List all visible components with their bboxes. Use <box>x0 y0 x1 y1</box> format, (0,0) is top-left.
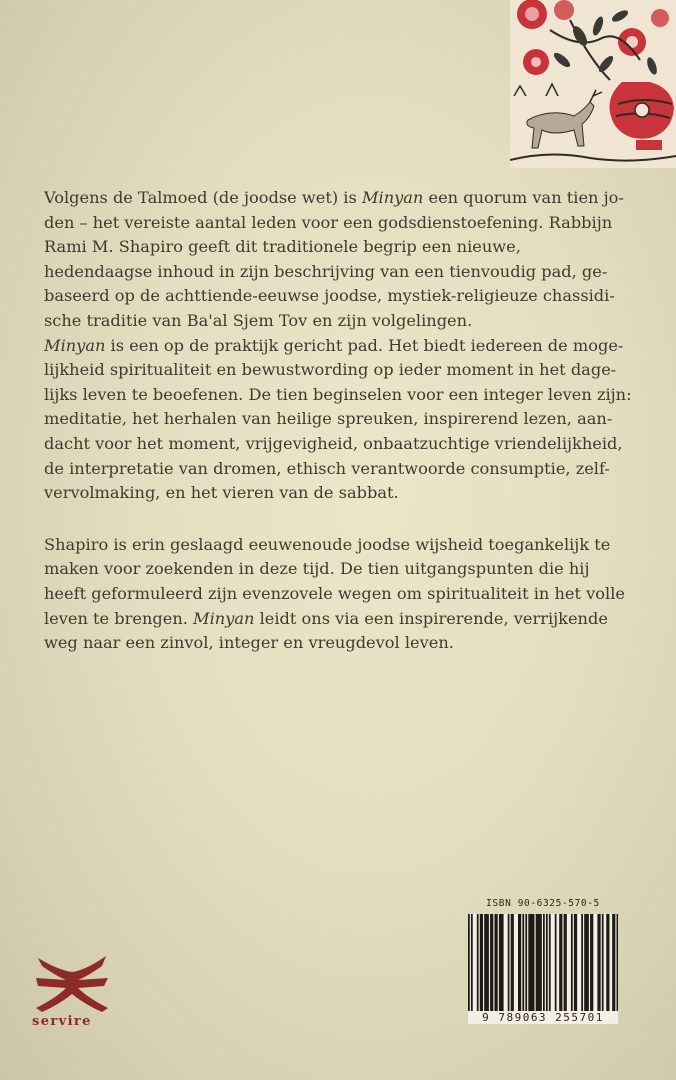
barcode-bar <box>512 914 514 1011</box>
paragraph <box>44 533 634 656</box>
barcode-bar <box>508 914 510 1011</box>
paragraph <box>44 186 634 506</box>
text-line <box>44 557 634 582</box>
barcode-bar <box>522 914 524 1011</box>
text-run: is een op de praktijk gericht pad. Het biedt iedereen de moge- <box>105 335 624 355</box>
barcode-bar <box>571 914 573 1011</box>
barcode-bar <box>608 914 610 1011</box>
text-run: Shapiro is erin geslaagd eeuwenoude joodse wijsheid toegankelijk te <box>44 534 611 554</box>
barcode-bar <box>525 914 527 1011</box>
text-line <box>44 284 634 309</box>
barcode-bar <box>468 914 470 1011</box>
barcode-bar <box>492 914 494 1011</box>
barcode-bar <box>575 914 577 1011</box>
isbn-barcode <box>468 898 618 1028</box>
text-run: meditatie, het herhalen van heilige spreuken, inspirerend lezen, aan- <box>44 409 613 429</box>
text-run: sche traditie van Ba'al Sjem Tov en zijn volgelingen. <box>44 310 473 330</box>
text-run: hedendaagse inhoud in zijn beschrijving van een tienvoudig pad, ge- <box>44 261 608 281</box>
text-line <box>44 309 634 334</box>
text-run: een quorum van tien jo- <box>423 188 624 207</box>
isbn-label: ISBN 90-6325-570-5 <box>486 898 600 909</box>
barcode-bar <box>602 914 604 1011</box>
text-line <box>44 582 634 607</box>
barcode-bar <box>543 914 545 1011</box>
ean-number: 9 789063 255701 <box>468 1011 618 1024</box>
barcode-bar <box>581 914 583 1011</box>
text-line <box>44 383 634 408</box>
barcode-bar <box>565 914 567 1011</box>
text-line <box>44 457 634 482</box>
text-line <box>44 235 634 260</box>
barcode-bar <box>561 914 563 1011</box>
text-run: Volgens de Talmoed (de joodse wet) is <box>44 188 362 207</box>
barcode-bar <box>481 914 483 1011</box>
barcode-bars <box>468 914 618 1011</box>
book-title-italic: Minyan <box>193 608 255 628</box>
text-run: lijkheid spiritualiteit en bewustwording op ieder moment in het dage- <box>44 360 617 380</box>
text-run: dacht voor het moment, vrijgevigheid, onbaatzuchtige vriendelijkheid, <box>44 433 623 453</box>
text-run: lijks leven te beoefenen. De tien beginselen voor een integer leven zijn: <box>44 384 632 404</box>
barcode-bar <box>502 914 504 1011</box>
text-line <box>44 407 634 432</box>
text-run: maken voor zoekenden in deze tijd. De tien uitgangspunten die hij <box>44 559 590 579</box>
back-cover-blurb <box>44 186 634 656</box>
barcode-bar <box>549 914 551 1011</box>
text-run: den – het vereiste aantal leden voor een godsdienstoefening. Rabbijn <box>44 212 613 232</box>
publisher-name: servire <box>32 1014 92 1029</box>
text-line <box>44 358 634 383</box>
barcode-bar <box>592 914 594 1011</box>
text-line <box>44 533 634 558</box>
text-run: baseerd op de achttiende-eeuwse joodse, mystiek-religieuze chassidi- <box>44 286 615 306</box>
text-run: heeft geformuleerd zijn evenzovele wegen om spiritualiteit in het volle <box>44 583 625 603</box>
barcode-bar <box>555 914 557 1011</box>
text-run: vervolmaking, en het vieren van de sabbat. <box>44 483 399 503</box>
barcode-bar <box>614 914 616 1011</box>
barcode-bar <box>471 914 473 1011</box>
text-line <box>44 481 634 506</box>
book-title-italic: Minyan <box>44 335 106 355</box>
text-line <box>44 607 634 632</box>
text-run: leidt ons via een inspirerende, verrijkende <box>254 608 608 628</box>
barcode-bar <box>617 914 618 1011</box>
barcode-bar <box>496 914 498 1011</box>
barcode-bar <box>587 914 589 1011</box>
barcode-bar <box>540 914 542 1011</box>
folk-art-illustration <box>510 0 676 168</box>
book-title-italic: Minyan <box>361 188 424 207</box>
text-run: weg naar een zinvol, integer en vreugdevol leven. <box>44 633 454 653</box>
barcode-bar <box>533 914 535 1011</box>
text-line <box>44 260 634 285</box>
text-run: de interpretatie van dromen, ethisch verantwoorde consumptie, zelf- <box>44 458 610 478</box>
barcode-bar <box>599 914 601 1011</box>
text-line <box>44 211 634 236</box>
paragraph-gap <box>44 506 634 533</box>
barcode-bar <box>519 914 521 1011</box>
barcode-bar <box>546 914 548 1011</box>
text-line <box>44 631 634 656</box>
text-line <box>44 432 634 457</box>
text-run: Rami M. Shapiro geeft dit traditionele begrip een nieuwe, <box>44 237 521 257</box>
text-line <box>44 334 634 359</box>
text-run: leven te brengen. <box>44 608 194 628</box>
barcode-bar <box>477 914 479 1011</box>
barcode-bar <box>487 914 489 1011</box>
text-line <box>44 186 634 211</box>
